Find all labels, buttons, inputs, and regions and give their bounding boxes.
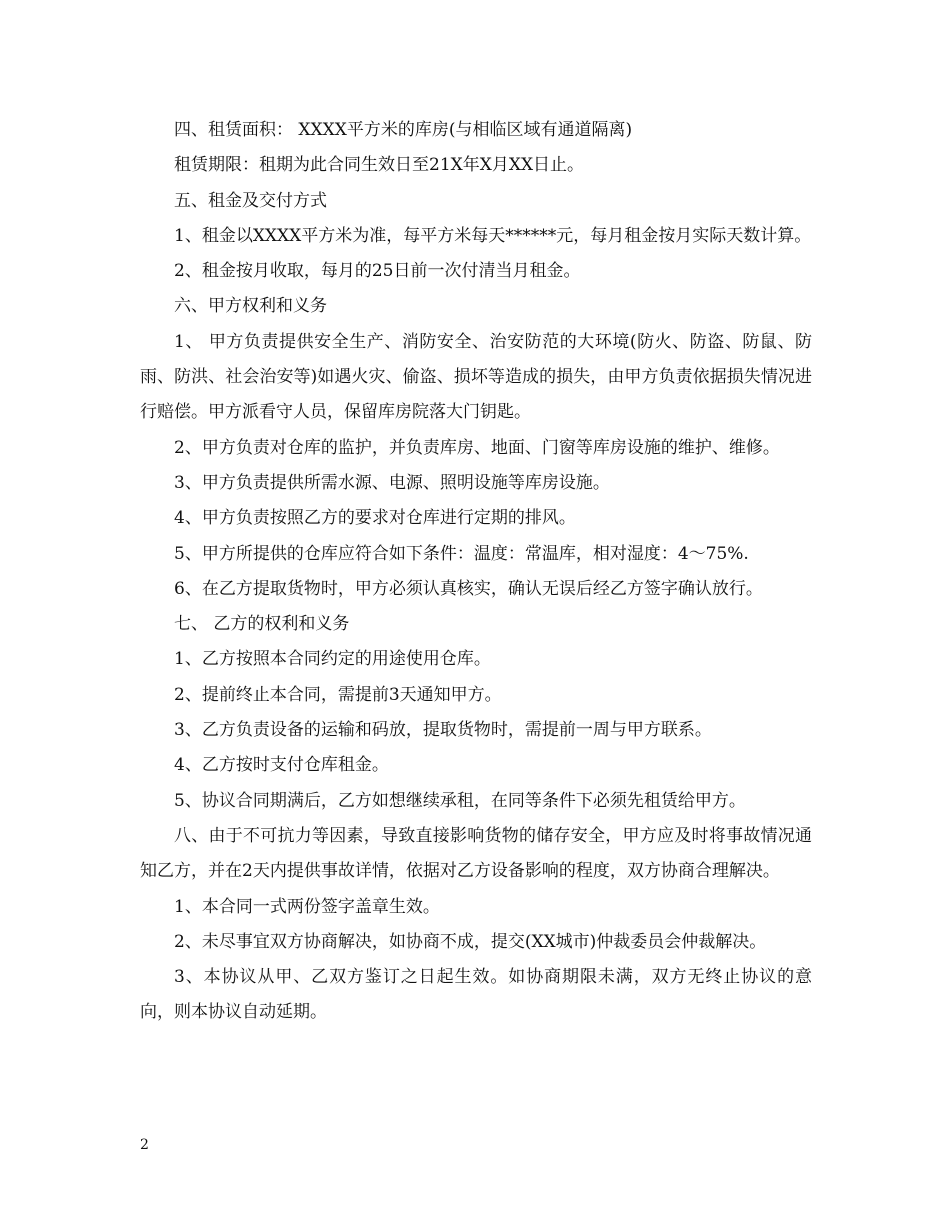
paragraph-party-b-item-1: 1、乙方按照本合同约定的用途使用仓库。 bbox=[174, 649, 491, 670]
paragraph-party-b-item-3: 3、乙方负责设备的运输和码放，提取货物时，需提前一周与甲方联系。 bbox=[174, 720, 712, 741]
paragraph-party-a-item-2: 2、甲方负责对仓库的监护，并负责库房、地面、门窗等库房设施的维护、维修。 bbox=[174, 437, 780, 458]
paragraph-party-b-item-5: 5、协议合同期满后，乙方如想继续承租，在同等条件下必须先租赁给甲方。 bbox=[174, 790, 746, 811]
paragraph-rent-collection: 2、租金按月收取，每月的25日前一次付清当月租金。 bbox=[174, 261, 581, 282]
paragraph-final-item-2: 2、未尽事宜双方协商解决，如协商不成，提交(XX城市)仲裁委员会仲裁解决。 bbox=[174, 931, 767, 952]
heading-party-a-rights: 六、甲方权利和义务 bbox=[174, 296, 327, 317]
paragraph-party-a-item-5: 5、甲方所提供的仓库应符合如下条件：温度：常温库，相对湿度：4～75%. bbox=[174, 543, 749, 564]
paragraph-party-a-item-1: 1、 甲方负责提供安全生产、消防安全、治安防范的大环境(防火、防盗、防鼠、防雨、防洪、社会治安等)如遇火灾、偷盗、损坏等造成的损失，由甲方负责依据损失情况进行赔偿。甲方派看守人员，保留库房院落大门钥匙。 bbox=[140, 331, 812, 423]
paragraph-lease-term: 租赁期限：租期为此合同生效日至21X年X月XX日止。 bbox=[174, 155, 585, 176]
heading-rent-payment: 五、租金及交付方式 bbox=[174, 190, 327, 211]
paragraph-final-item-1: 1、本合同一式两份签字盖章生效。 bbox=[174, 896, 440, 917]
paragraph-rent-basis: 1、租金以XXXX平方米为准，每平方米每天******元，每月租金按月实际天数计算。 bbox=[174, 225, 812, 246]
paragraph-party-a-item-3: 3、甲方负责提供所需水源、电源、照明设施等库房设施。 bbox=[174, 472, 610, 493]
paragraph-party-a-item-6: 6、在乙方提取货物时，甲方必须认真核实，确认无误后经乙方签字确认放行。 bbox=[174, 578, 763, 599]
paragraph-party-b-item-2: 2、提前终止本合同，需提前3天通知甲方。 bbox=[174, 684, 502, 705]
page-number: 2 bbox=[140, 1137, 149, 1153]
paragraph-final-item-3: 3、本协议从甲、乙双方鉴订之日起生效。如协商期限未满，双方无终止协议的意向，则本协议自动延期。 bbox=[140, 967, 812, 1023]
document-body bbox=[140, 113, 812, 1031]
heading-party-b-rights: 七、 乙方的权利和义务 bbox=[174, 614, 350, 635]
paragraph-force-majeure: 八、由于不可抗力等因素，导致直接影响货物的储存安全，甲方应及时将事故情况通知乙方，并在2天内提供事故详情，依据对乙方设备影响的程度，双方协商合理解决。 bbox=[140, 825, 812, 882]
paragraph-lease-area: 四、租赁面积： XXXX平方米的库房(与相临区域有通道隔离) bbox=[174, 120, 633, 140]
paragraph-party-b-item-4: 4、乙方按时支付仓库租金。 bbox=[174, 755, 389, 776]
paragraph-party-a-item-4: 4、甲方负责按照乙方的要求对仓库进行定期的排风。 bbox=[174, 508, 576, 529]
